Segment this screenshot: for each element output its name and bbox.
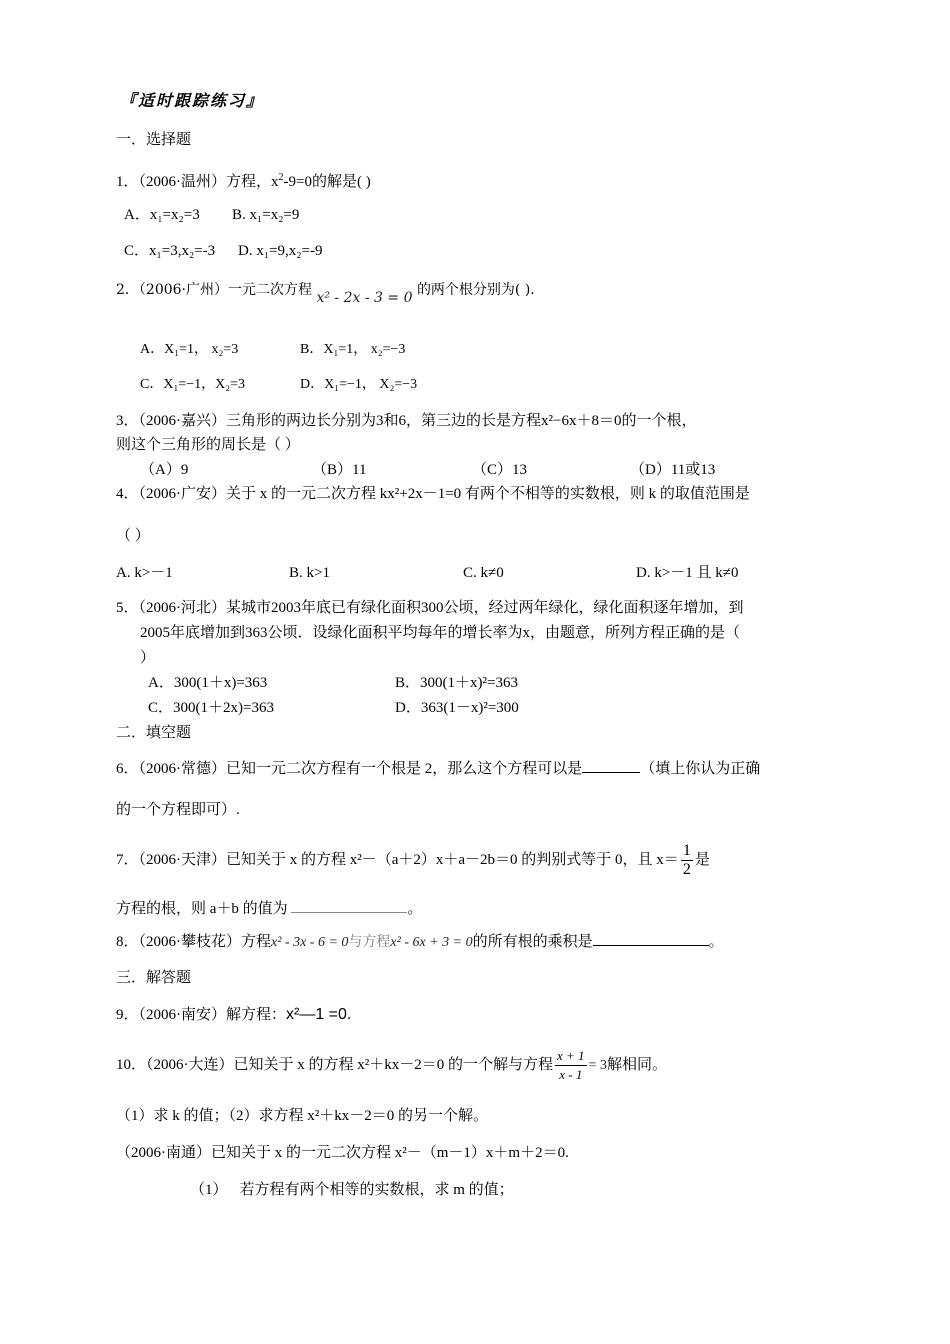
question-11: （2006·南通）已知关于 x 的一元二次方程 x²－（m－1）x＋m＋2＝0. <box>116 1145 569 1161</box>
answer-blank <box>593 931 709 946</box>
question-5-line-1: 5．（2006·河北）某城市2003年底已有绿化面积300公顷，经过两年绿化，绿化面积逐年增加，到 <box>116 600 744 616</box>
page-title: 『适时跟踪练习』 <box>120 93 265 110</box>
question-3-option-a: （A）9 <box>140 462 189 478</box>
question-8-text-mid: 与方程 <box>348 935 391 950</box>
question-7-text-pre: 7．（2006·天津）已知关于 x 的方程 x²－（a＋2）x＋a－2b＝0 的判别式等于 0，且 x＝ <box>116 852 679 868</box>
fraction-denominator: x - 1 <box>559 1067 583 1083</box>
question-6-line-2: 的一个方程即可）. <box>116 802 240 818</box>
question-5-line-2: 2005年底增加到363公顷．设绿化面积平均每年的增长率为x，由题意，所列方程正确的是（ <box>140 625 741 641</box>
question-2-option-a: A．X₁=1， x₂=3 <box>140 342 239 357</box>
question-2-option-c: C．X₁=−1，X₂=3 <box>140 377 246 392</box>
question-2-option-b: B．X₁=1， x₂=−3 <box>300 342 406 357</box>
question-10-subquestions: （1）求 k 的值；（2）求方程 x²＋kx－2＝0 的另一个解。 <box>116 1108 488 1124</box>
question-4-option-b: B. k>1 <box>289 565 330 581</box>
question-8-equation-1: x² - 3x - 6 = 0 <box>271 935 349 950</box>
question-9-equation: x²—1 =0. <box>286 1006 352 1023</box>
fraction-numerator: 1 <box>682 842 691 860</box>
question-1-option-d: D. x₁=9,x₂=-9 <box>238 243 323 259</box>
question-7-line-2 <box>116 898 422 919</box>
question-1-stem-post: -9=0的解是( ) <box>283 174 371 190</box>
section-heading-solve: 三．解答题 <box>116 970 192 986</box>
question-1-option-a: A．x₁=x₂=3 <box>124 207 200 223</box>
question-10-text-pre: 10．（2006·大连）已知关于 x 的方程 x²＋kx－2＝0 的一个解与方程 <box>116 1057 553 1073</box>
fraction-denominator: 2 <box>682 861 691 879</box>
question-3-option-d: （D）11或13 <box>630 462 716 478</box>
answer-blank <box>582 758 640 773</box>
question-3-line-2: 则这个三角形的周长是（ ） <box>116 437 300 453</box>
question-8-text-end: 。 <box>708 934 724 950</box>
fraction-one-half <box>681 842 693 879</box>
question-10-fraction <box>555 1047 587 1084</box>
question-3-option-b: （B）11 <box>312 462 367 478</box>
question-1-option-c: C．x₁=3,x₂=-3 <box>124 243 216 259</box>
answer-blank <box>291 898 407 913</box>
question-6-text-post: （填上你认为正确 <box>640 761 761 777</box>
question-8 <box>116 931 724 953</box>
question-3-line-1: 3．（2006·嘉兴）三角形的两边长分别为3和6，第三边的长是方程x²−6x＋8＝0的一个根， <box>116 413 697 429</box>
question-2-stem-pre: 2．（2006·广州）一元二次方程 <box>116 282 312 298</box>
question-7-line-1 <box>116 838 710 882</box>
question-6-line-1 <box>116 758 760 779</box>
question-11-sub-1-text: 若方程有两个相等的实数根，求 m 的值； <box>239 1182 514 1198</box>
question-5-option-b: B．300(1＋x)²=363 <box>395 675 518 691</box>
section-heading-fill: 二．填空题 <box>116 725 192 741</box>
question-4-option-d: D. k>－1 且 k≠0 <box>636 565 739 581</box>
question-11-sub-1-number: （1） <box>190 1182 228 1198</box>
question-4-line-2: （ ） <box>116 528 150 544</box>
question-4-option-a: A. k>－1 <box>116 565 173 581</box>
question-11-sub-1 <box>190 1180 514 1200</box>
question-5-option-c: C．300(1＋2x)=363 <box>148 700 274 716</box>
section-heading-choice: 一．选择题 <box>116 132 192 148</box>
question-2 <box>116 280 535 306</box>
question-6-text-pre: 6．（2006·常德）已知一元二次方程有一个根是 2，那么这个方程可以是 <box>116 761 583 777</box>
question-8-text-post: 的所有根的乘积是 <box>472 934 593 950</box>
question-9-text: 9．（2006·南安）解方程： <box>116 1007 286 1023</box>
question-2-option-d: D．X₁=−1， X₂=−3 <box>300 377 418 392</box>
question-10-text-post: 解相同。 <box>606 1057 667 1073</box>
question-8-text-pre: 8．（2006·攀枝花）方程 <box>116 934 271 950</box>
question-4-option-c: C. k≠0 <box>463 565 504 581</box>
question-5-option-a: A．300(1＋x)=363 <box>148 675 268 691</box>
question-9 <box>116 1005 351 1025</box>
fraction-numerator: x + 1 <box>555 1047 587 1066</box>
question-8-equation-2: x² - 6x + 3 = 0 <box>390 935 473 950</box>
question-7-line-2-end: 。 <box>407 901 423 917</box>
question-5-option-d: D．363(1－x)²=300 <box>395 700 519 716</box>
question-7-line-2-text: 方程的根，则 a＋b 的值为 <box>116 901 288 917</box>
question-1: 1．（2006·温州）方程，$x^2-9=0$的解是( ) <box>116 172 371 190</box>
question-1-option-b: B. x₁=x₂=9 <box>232 207 300 223</box>
question-3-option-c: （C）13 <box>472 462 528 478</box>
question-2-stem-post: 的两个根分别为( ). <box>416 282 535 298</box>
question-10-equation-tail: = 3 <box>588 1058 607 1073</box>
question-2-equation: x² - 2x - 3 = 0 <box>316 290 413 306</box>
question-10 <box>116 1042 667 1088</box>
question-7-text-post: 是 <box>694 852 710 868</box>
question-1-stem-pre: 1．（2006·温州）方程，x <box>116 174 279 190</box>
question-5-line-3: ） <box>140 650 156 666</box>
question-4-line-1: 4．（2006·广安）关于 x 的一元二次方程 kx²+2x－1=0 有两个不相等的实数根，则 k 的取值范围是 <box>116 486 750 502</box>
